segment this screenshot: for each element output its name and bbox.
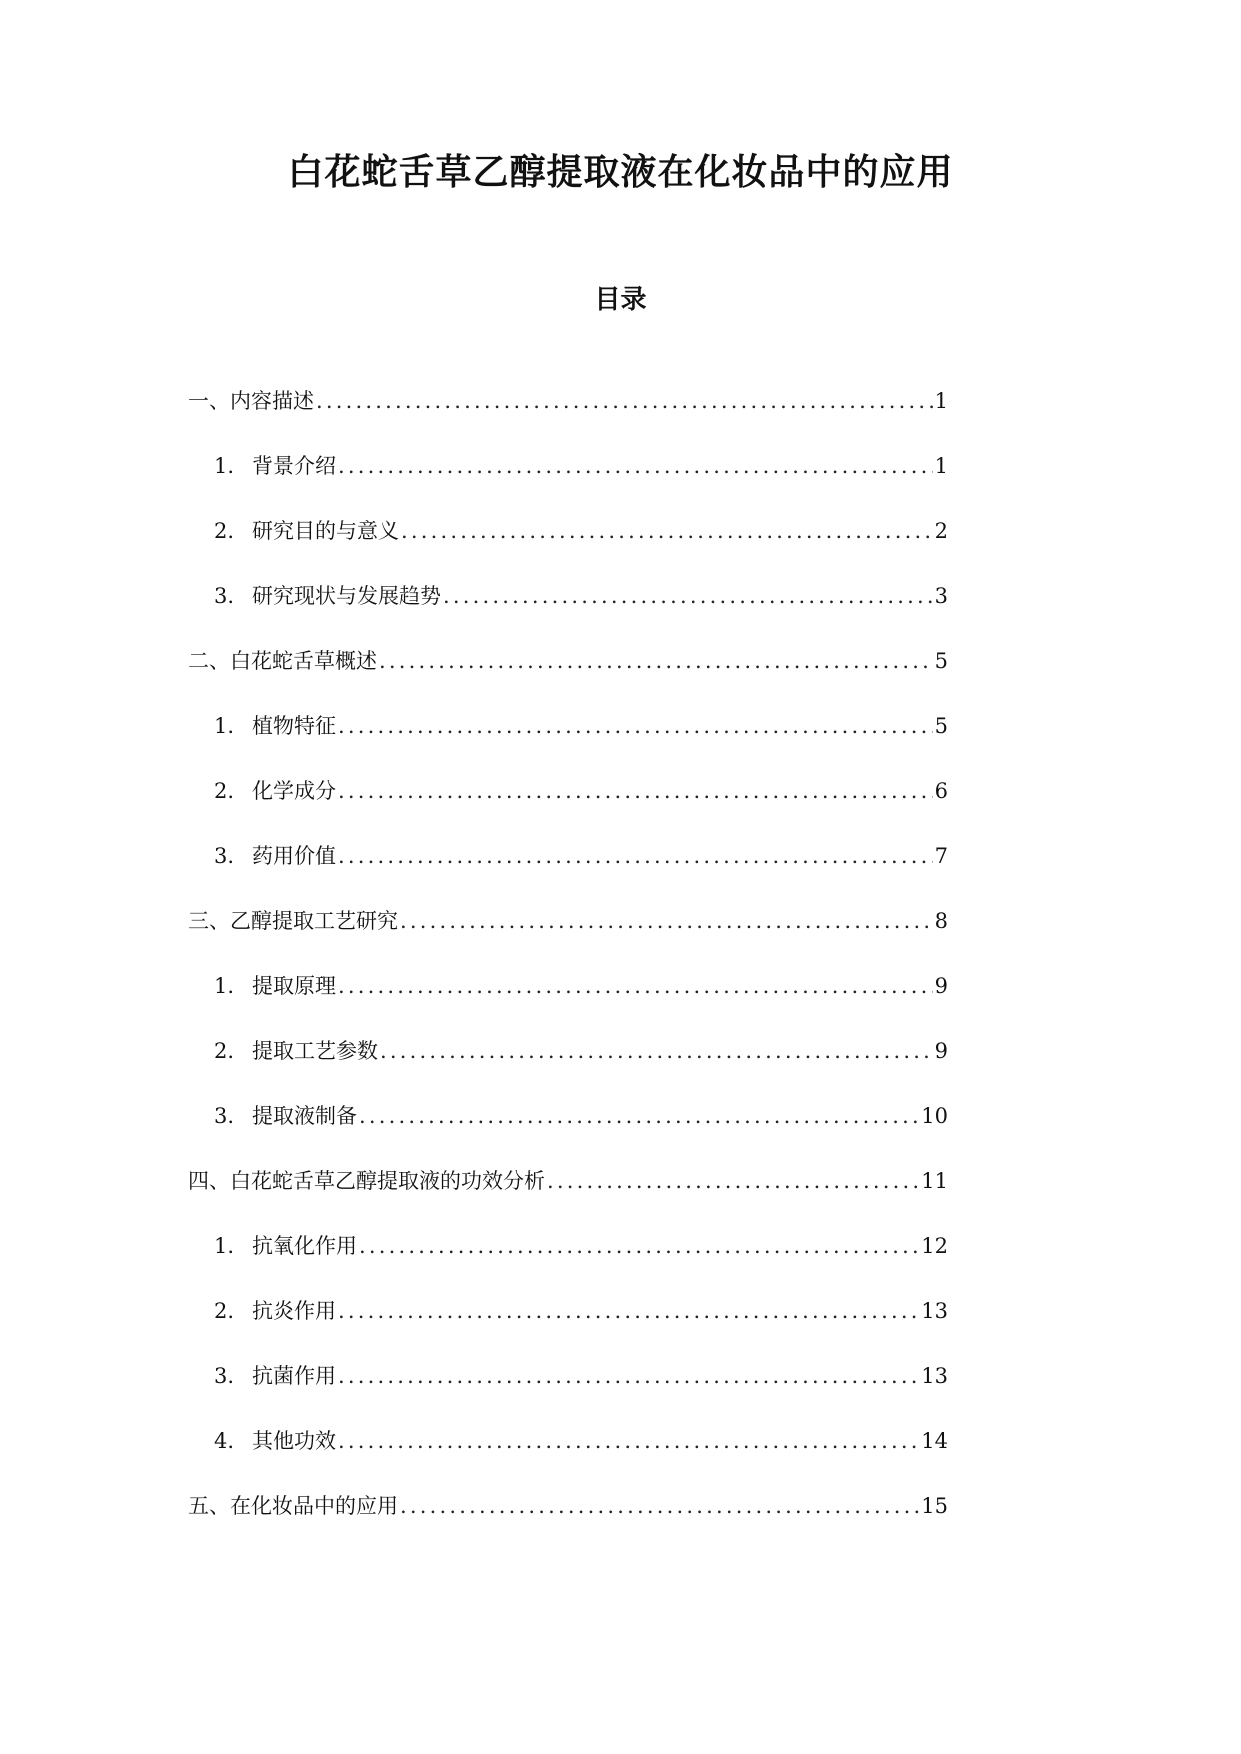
toc-entry-label: 植物特征: [252, 714, 336, 738]
toc-entry-subsection[interactable]: [188, 1423, 948, 1488]
toc-leader-dots: [316, 383, 933, 419]
toc-entry-label: 二、白花蛇舌草概述: [188, 649, 377, 673]
toc-entry-number: 1.: [214, 714, 235, 738]
toc-entry-number: 3.: [214, 1364, 235, 1388]
toc-entry-subsection[interactable]: [188, 968, 948, 1033]
toc-leader-dots: [359, 1228, 919, 1264]
toc-entry-number: 1.: [214, 1234, 235, 1258]
toc-entry-number: 2.: [214, 779, 235, 803]
toc-entry-number: 3.: [214, 844, 235, 868]
toc-page-number: 8: [934, 909, 948, 933]
toc-page-number: 9: [934, 974, 948, 998]
toc-leader-dots: [338, 773, 933, 809]
toc-entry-label: 研究现状与发展趋势: [252, 584, 441, 608]
toc-entry-label: 抗氧化作用: [252, 1234, 357, 1258]
toc-leader-dots: [338, 1293, 919, 1329]
toc-entry-label: 提取工艺参数: [252, 1039, 378, 1063]
toc-page-number: 14: [921, 1429, 948, 1453]
toc-entry-subsection[interactable]: [188, 773, 948, 838]
toc-leader-dots: [379, 643, 933, 679]
document-title: 白花蛇舌草乙醇提取液在化妆品中的应用: [287, 151, 954, 193]
toc-entry-subsection[interactable]: [188, 1098, 948, 1163]
toc-entry-label: 提取液制备: [252, 1104, 357, 1128]
toc-page-number: 13: [921, 1299, 948, 1323]
toc-entry-label: 抗炎作用: [252, 1299, 336, 1323]
toc-leader-dots: [380, 1033, 933, 1069]
toc-leader-dots: [338, 1358, 919, 1394]
toc-entry-section-1[interactable]: [188, 383, 948, 448]
toc-leader-dots: [338, 448, 933, 484]
toc-entry-label: 五、在化妆品中的应用: [188, 1494, 398, 1518]
toc-entry-section-4[interactable]: [188, 1163, 948, 1228]
toc-entry-label: 背景介绍: [252, 454, 336, 478]
toc-entry-number: 4.: [214, 1429, 235, 1453]
toc-entry-subsection[interactable]: [188, 448, 948, 513]
toc-entry-subsection[interactable]: [188, 838, 948, 903]
toc-entry-subsection[interactable]: [188, 578, 948, 643]
toc-entry-label: 化学成分: [252, 779, 336, 803]
toc-entry-label: 三、乙醇提取工艺研究: [188, 909, 398, 933]
toc-leader-dots: [400, 903, 933, 939]
toc-page-number: 12: [921, 1234, 948, 1258]
toc-entry-subsection[interactable]: [188, 513, 948, 578]
toc-leader-dots: [338, 968, 933, 1004]
toc-entry-number: 2.: [214, 519, 235, 543]
toc-leader-dots: [400, 1488, 919, 1524]
toc-page-number: 6: [934, 779, 948, 803]
toc-leader-dots: [338, 708, 933, 744]
toc-entry-subsection[interactable]: [188, 708, 948, 773]
toc-page-number: 5: [934, 714, 948, 738]
toc-entry-subsection[interactable]: [188, 1228, 948, 1293]
toc-entry-label: 抗菌作用: [252, 1364, 336, 1388]
toc-heading: 目录: [594, 285, 647, 315]
toc-page-number: 15: [921, 1494, 948, 1518]
table-of-contents: [188, 383, 948, 1553]
toc-entry-section-3[interactable]: [188, 903, 948, 968]
toc-leader-dots: [547, 1163, 919, 1199]
toc-page-number: 7: [934, 844, 948, 868]
toc-entry-number: 3.: [214, 584, 235, 608]
toc-entry-label: 一、内容描述: [188, 389, 314, 413]
toc-entry-label: 研究目的与意义: [252, 519, 399, 543]
toc-entry-subsection[interactable]: [188, 1358, 948, 1423]
toc-entry-section-5[interactable]: [188, 1488, 948, 1553]
toc-page-number: 2: [934, 519, 948, 543]
toc-page-number: 3: [934, 584, 948, 608]
toc-entry-label: 其他功效: [252, 1429, 336, 1453]
toc-leader-dots: [359, 1098, 919, 1134]
toc-page-number: 1: [934, 454, 948, 478]
toc-page-number: 1: [934, 389, 948, 413]
toc-entry-number: 1.: [214, 454, 235, 478]
toc-page-number: 11: [921, 1169, 948, 1193]
toc-leader-dots: [338, 838, 933, 874]
toc-leader-dots: [338, 1423, 919, 1459]
toc-entry-label: 四、白花蛇舌草乙醇提取液的功效分析: [188, 1169, 545, 1193]
toc-entry-number: 1.: [214, 974, 235, 998]
toc-entry-label: 提取原理: [252, 974, 336, 998]
toc-leader-dots: [401, 513, 933, 549]
toc-page-number: 13: [921, 1364, 948, 1388]
toc-page-number: 10: [921, 1104, 948, 1128]
toc-leader-dots: [443, 578, 933, 614]
toc-entry-number: 2.: [214, 1039, 235, 1063]
toc-page-number: 9: [934, 1039, 948, 1063]
toc-entry-subsection[interactable]: [188, 1293, 948, 1358]
toc-entry-section-2[interactable]: [188, 643, 948, 708]
toc-entry-number: 2.: [214, 1299, 235, 1323]
toc-entry-subsection[interactable]: [188, 1033, 948, 1098]
toc-entry-number: 3.: [214, 1104, 235, 1128]
toc-entry-label: 药用价值: [252, 844, 336, 868]
toc-page-number: 5: [934, 649, 948, 673]
